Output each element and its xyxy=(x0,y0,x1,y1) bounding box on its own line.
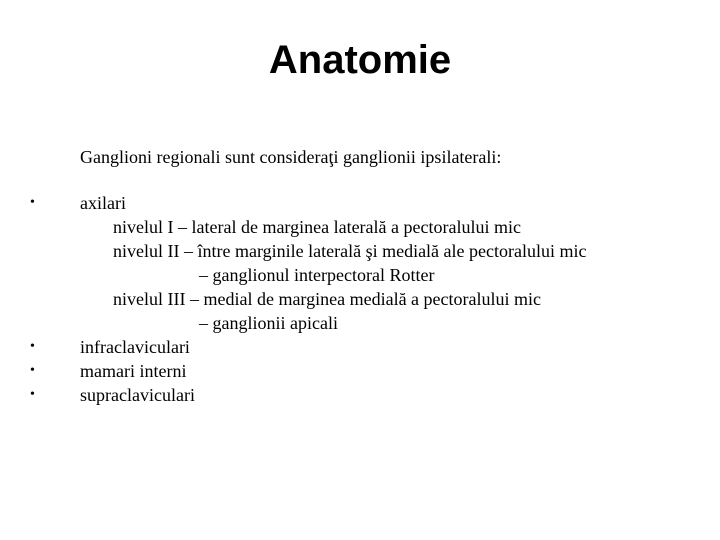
sub-item-level-1: nivelul I – lateral de marginea laterală a pectoralului mic xyxy=(113,217,521,237)
sub-item-level-3-detail: – ganglionii apicali xyxy=(199,313,338,333)
list-item-axilari: axilari xyxy=(80,193,126,213)
list-item-mamari-interni: mamari interni xyxy=(80,361,187,381)
sub-item-level-2-detail: – ganglionul interpectoral Rotter xyxy=(199,265,435,285)
bullet-marker: • xyxy=(30,195,35,210)
bullet-marker: • xyxy=(30,339,35,354)
bullet-marker: • xyxy=(30,387,35,402)
slide-title: Anatomie xyxy=(268,38,452,82)
sub-item-level-2: nivelul II – între marginile laterală şi medială ale pectoralului mic xyxy=(113,241,587,261)
bullet-marker: • xyxy=(30,363,35,378)
intro-text: Ganglioni regionali sunt consideraţi ganglionii ipsilaterali: xyxy=(80,147,502,167)
list-item-infraclaviculari: infraclaviculari xyxy=(80,337,190,357)
sub-item-level-3: nivelul III – medial de marginea medială a pectoralului mic xyxy=(113,289,542,309)
list-item-supraclaviculari: supraclaviculari xyxy=(80,385,195,405)
